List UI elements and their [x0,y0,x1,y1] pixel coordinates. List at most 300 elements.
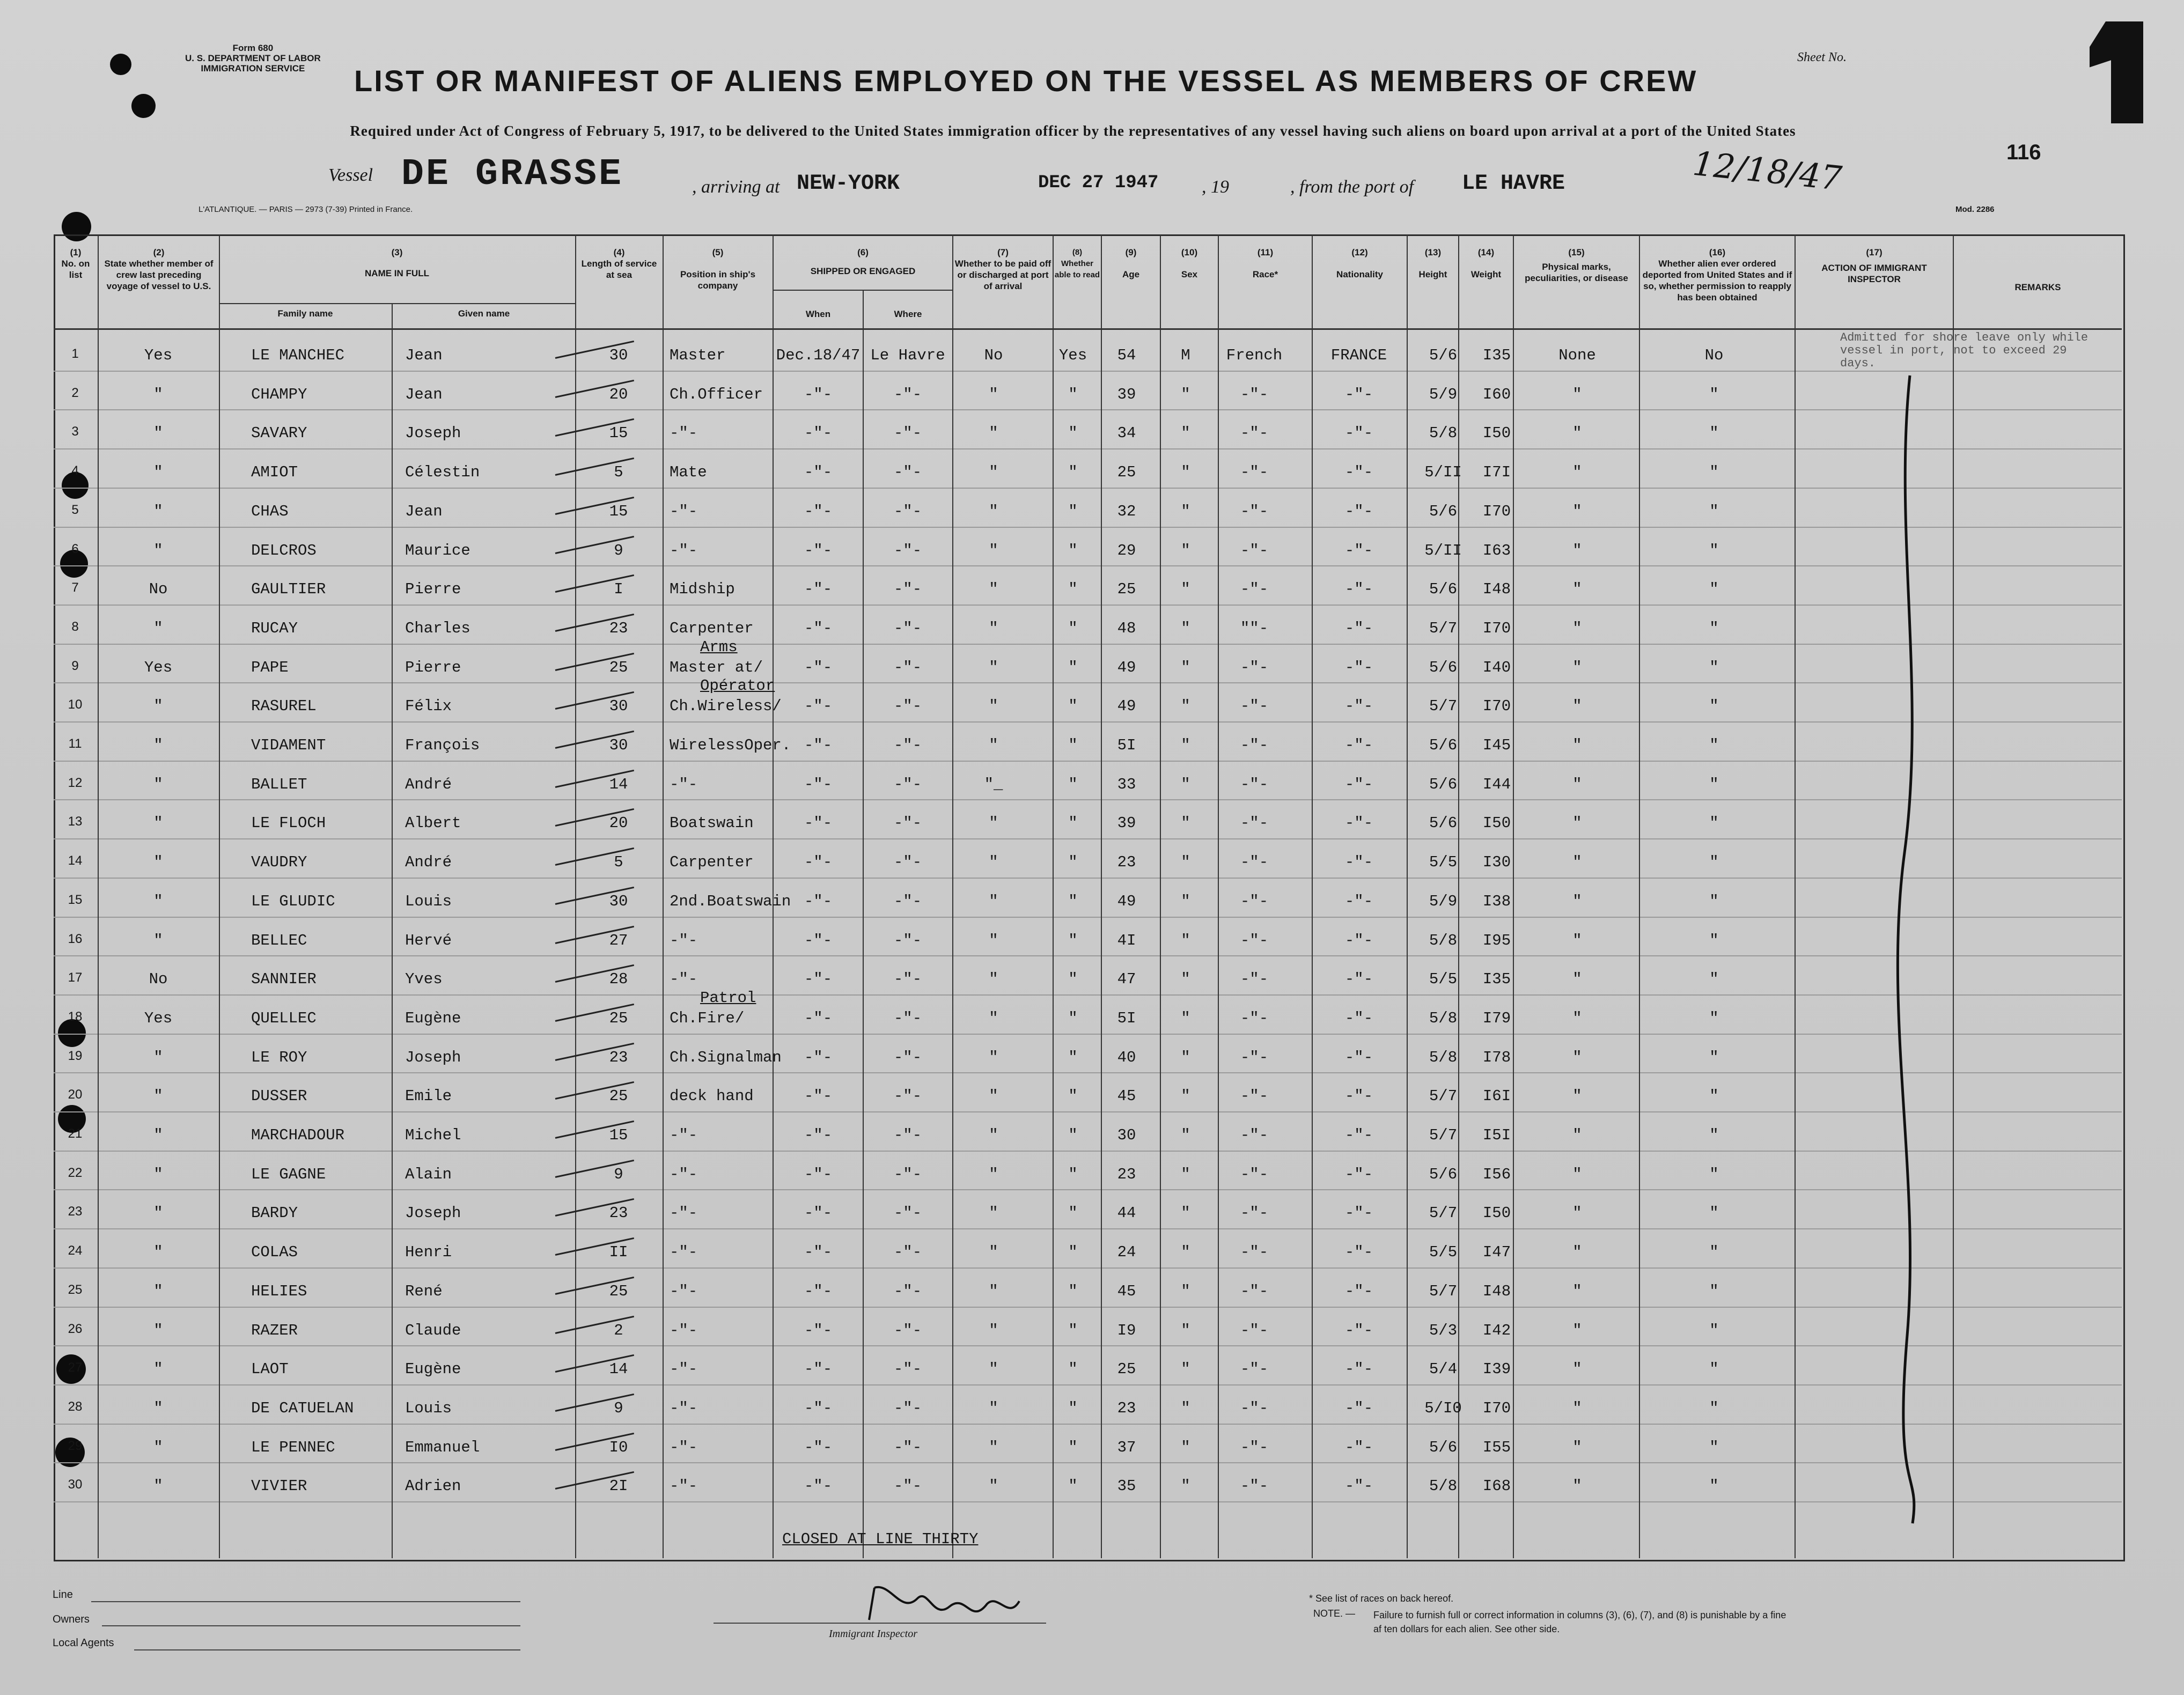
cell-sex: " [1181,463,1190,482]
handwritten-date: 12/18/47 [1690,143,1844,198]
cell-able-to-read: " [1068,697,1078,716]
cell-height: 5/7 [1429,1126,1458,1144]
cell-deported: " [1709,1438,1719,1456]
cell-position: Ch.Signalman [670,1048,782,1066]
cell-weight: I60 [1482,385,1511,403]
cell-deported: " [1709,1360,1719,1379]
arriving-label: , arriving at [692,177,780,197]
col-header-shipped: (6) SHIPPED OR ENGAGED [810,247,916,276]
cell-nationality: -"- [1344,1438,1373,1456]
cell-weight: I45 [1482,736,1511,754]
cell-physical-marks: " [1572,1282,1582,1300]
cell-age: 49 [1117,658,1136,676]
cell-paid-off: " [989,1009,998,1027]
cell-able-to-read: " [1068,385,1078,403]
cell-given-name: Pierre [405,580,461,599]
cell-paid-off: " [989,502,998,520]
cell-paid-off: " [989,619,998,637]
document-title: LIST OR MANIFEST OF ALIENS EMPLOYED ON THE VESSEL AS MEMBERS OF CREW [354,64,1698,98]
cell-shipped-where: -"- [893,1438,922,1456]
cell-position: Mate [670,463,707,482]
cell-weight: I95 [1482,931,1511,949]
cell-deported: " [1709,1282,1719,1300]
cell-physical-marks: " [1572,619,1582,637]
cell-height: 5/5 [1429,853,1458,872]
cell-height: 5/7 [1429,1204,1458,1222]
cell-weight: I68 [1482,1477,1511,1495]
cell-family-name: COLAS [251,1243,298,1262]
cell-height: 5/6 [1429,1165,1458,1183]
cell-race: -"- [1240,463,1269,482]
cell-shipped-where: -"- [893,1399,922,1417]
cell-shipped-when: -"- [804,1009,833,1027]
cell-given-name: Joseph [405,424,461,443]
cell-position: -"- [670,1399,698,1417]
cell-age: 35 [1117,1477,1136,1495]
cell-physical-marks: " [1572,853,1582,872]
cell-previous-voyage: " [153,619,163,637]
cell-paid-off: " [989,1477,998,1495]
cell-deported: " [1709,892,1719,910]
inspector-signature [858,1577,1030,1636]
cell-able-to-read: " [1068,502,1078,520]
cell-given-name: Emmanuel [405,1438,480,1456]
cell-height: 5/8 [1429,1477,1458,1495]
cell-row-number: 4 [71,463,79,478]
footer-owners-label: Owners [53,1613,90,1625]
cell-nationality: -"- [1344,1126,1373,1144]
action-bracket-line [1888,370,1931,1529]
signature-rule [714,1623,1046,1624]
cell-age: 25 [1117,580,1136,599]
cell-able-to-read: " [1068,736,1078,754]
row-rule [54,448,2122,449]
cell-shipped-where: -"- [893,658,922,676]
cell-weight: I70 [1482,502,1511,520]
cell-family-name: CHAMPY [251,385,307,403]
cell-family-name: CHAS [251,502,289,520]
cell-position: deck hand [670,1087,754,1106]
cell-height: 5/8 [1429,1048,1458,1066]
cell-race: -"- [1240,658,1269,676]
cell-deported: " [1709,463,1719,482]
footer-rule [91,1601,520,1602]
cell-shipped-where: -"- [893,1048,922,1066]
col-header-where: Where [894,309,922,319]
row-rule [54,1228,2122,1229]
cell-sex: " [1181,385,1190,403]
cell-age: 25 [1117,1360,1136,1379]
cell-length-of-service: 30 [609,347,628,364]
cell-deported: " [1709,424,1719,443]
cell-row-number: 12 [68,775,83,790]
cell-family-name: LE PENNEC [251,1438,335,1456]
cell-paid-off: " [989,541,998,559]
cell-row-number: 3 [71,424,79,439]
cell-sex: " [1181,1438,1190,1456]
row-rule [54,761,2122,762]
cell-age: 39 [1117,385,1136,403]
cell-sex: " [1181,1126,1190,1144]
cell-previous-voyage: " [153,1048,163,1066]
cell-shipped-when: -"- [804,541,833,559]
cell-shipped-when: -"- [804,424,833,443]
cell-given-name: René [405,1282,443,1300]
cell-able-to-read: " [1068,1360,1078,1379]
cell-height: 5/6 [1429,775,1458,793]
cell-weight: I38 [1482,892,1511,910]
cell-shipped-when: -"- [804,1243,833,1262]
cell-age: 24 [1117,1243,1136,1262]
cell-paid-off: " [989,1204,998,1222]
cell-physical-marks: " [1572,463,1582,482]
cell-nationality: -"- [1344,541,1373,559]
cell-race: -"- [1240,1087,1269,1106]
cell-age: 29 [1117,541,1136,559]
cell-shipped-when: -"- [804,697,833,716]
col-header-action: (17) ACTION OF IMMIGRANT INSPECTOR [1821,247,1927,284]
cell-given-name: François [405,736,480,754]
cell-family-name: DELCROS [251,541,317,559]
cell-weight: I44 [1482,775,1511,793]
cell-age: 47 [1117,970,1136,989]
form-number-block [185,43,321,73]
cell-paid-off: " [989,463,998,482]
cell-position: Master [670,347,726,364]
cell-age: 5I [1117,1009,1136,1027]
cell-position: WirelessOper. [670,736,791,754]
cell-age: 49 [1117,892,1136,910]
cell-race: -"- [1240,1243,1269,1262]
cell-deported: " [1709,541,1719,559]
col-header-position: (5) Position in ship's company [680,247,756,291]
cell-position: -"- [670,1243,698,1262]
cell-age: 32 [1117,502,1136,520]
cell-height: 5/6 [1429,658,1458,676]
cell-able-to-read: " [1068,1477,1078,1495]
cell-position: 2nd.Boatswain [670,892,791,910]
cell-age: 37 [1117,1438,1136,1456]
cell-given-name: Jean [405,347,443,364]
cell-physical-marks: " [1572,775,1582,793]
cell-nationality: -"- [1344,892,1373,910]
cell-shipped-when: -"- [804,775,833,793]
cell-deported: " [1709,1321,1719,1339]
header-bottom-rule [54,328,2122,330]
cell-sex: " [1181,736,1190,754]
cell-nationality: -"- [1344,1282,1373,1300]
cell-nationality: -"- [1344,931,1373,949]
cell-length-of-service: 30 [609,892,628,910]
cell-able-to-read: " [1068,775,1078,793]
punch-hole [131,94,156,118]
note-label: NOTE. — [1313,1608,1356,1619]
cell-race: -"- [1240,1009,1269,1027]
cell-deported: " [1709,853,1719,872]
cell-sex: " [1181,1165,1190,1183]
cell-position: -"- [670,1126,698,1144]
cell-able-to-read: " [1068,814,1078,832]
cell-deported: " [1709,736,1719,754]
cell-nationality: -"- [1344,970,1373,989]
cell-able-to-read: " [1068,1399,1078,1417]
cell-shipped-where: -"- [893,385,922,403]
cell-deported: " [1709,1048,1719,1066]
cell-physical-marks: " [1572,1321,1582,1339]
cell-length-of-service: 20 [609,385,628,403]
row-rule [54,1034,2122,1035]
cell-sex: " [1181,1204,1190,1222]
cell-weight: I79 [1482,1009,1511,1027]
row-rule [54,409,2122,410]
cell-sex: " [1181,541,1190,559]
cell-length-of-service: 25 [609,1087,628,1106]
cell-length-of-service: 25 [609,658,628,676]
column-rule [1458,234,1459,1558]
cell-given-name: Yves [405,970,443,989]
cell-height: 5/8 [1429,424,1458,443]
cell-weight: I47 [1482,1243,1511,1262]
cell-physical-marks: " [1572,1438,1582,1456]
cell-shipped-where: Le Havre [870,347,945,364]
cell-given-name: Louis [405,1399,452,1417]
cell-shipped-when: -"- [804,1438,833,1456]
cell-able-to-read: " [1068,1438,1078,1456]
cell-nationality: -"- [1344,1399,1373,1417]
row-rule [54,799,2122,800]
cell-nationality: -"- [1344,658,1373,676]
column-rule [1407,234,1408,1558]
row-rule [54,527,2122,528]
column-rule [1953,234,1954,1558]
cell-deported: " [1709,658,1719,676]
row-rule [54,1462,2122,1463]
cell-shipped-where: -"- [893,1477,922,1495]
cell-height: 5/4 [1429,1360,1458,1379]
cell-family-name: AMIOT [251,463,298,482]
cell-able-to-read: " [1068,1282,1078,1300]
cell-row-number: 25 [68,1282,83,1297]
cell-shipped-when: -"- [804,1477,833,1495]
cell-family-name: LE GLUDIC [251,892,335,910]
row-rule [54,1384,2122,1386]
cell-family-name: PAPE [251,658,289,676]
year-label: , 19 [1202,177,1229,197]
cell-weight: I7I [1482,463,1511,482]
arrival-date-stamp: DEC 27 1947 [1038,173,1159,193]
col-header-physical-marks: (15) Physical marks, peculiarities, or disease [1525,247,1628,283]
cell-height: 5/6 [1429,814,1458,832]
cell-shipped-where: -"- [893,1204,922,1222]
cell-previous-voyage: Yes [144,347,173,364]
column-rule [1639,234,1640,1558]
cell-given-name: Jean [405,502,443,520]
cell-able-to-read: " [1068,1087,1078,1106]
cell-previous-voyage: No [149,580,168,599]
cell-deported: " [1709,1399,1719,1417]
cell-given-name: Hervé [405,931,452,949]
cell-age: 23 [1117,853,1136,872]
cell-race: -"- [1240,814,1269,832]
cell-family-name: LE ROY [251,1048,307,1066]
cell-weight: I35 [1482,970,1511,989]
cell-nationality: -"- [1344,580,1373,599]
cell-able-to-read: " [1068,1243,1078,1262]
cell-length-of-service: 23 [609,1048,628,1066]
cell-nationality: -"- [1344,775,1373,793]
footer-agents-label: Local Agents [53,1637,114,1649]
col-header-remarks: REMARKS [2014,282,2061,292]
cell-position: Ch.Fire/ [670,1009,745,1027]
cell-position: -"- [670,1204,698,1222]
cell-row-number: 20 [68,1087,83,1102]
cell-paid-off: " [989,1321,998,1339]
form-line: IMMIGRATION SERVICE [201,63,305,73]
cell-previous-voyage: Yes [144,658,173,676]
cell-position: Midship [670,580,735,599]
cell-paid-off: " [989,1126,998,1144]
cell-height: 5/7 [1429,1087,1458,1106]
col-header-age: (9) Age [1122,247,1140,279]
cell-physical-marks: " [1572,1477,1582,1495]
cell-deported: " [1709,931,1719,949]
cell-sex: " [1181,619,1190,637]
cell-physical-marks: " [1572,502,1582,520]
cell-row-number: 27 [68,1360,83,1375]
cell-physical-marks: " [1572,1360,1582,1379]
cell-sex: " [1181,1477,1190,1495]
row-rule [54,721,2122,723]
cell-length-of-service: 9 [614,1399,623,1417]
cell-sex: " [1181,775,1190,793]
cell-deported: " [1709,775,1719,793]
col-header-weight: (14) Weight [1470,247,1502,279]
cell-nationality: -"- [1344,385,1373,403]
sheet-number-handwritten [2090,21,2143,123]
cell-nationality: -"- [1344,424,1373,443]
cell-shipped-when: -"- [804,580,833,599]
cell-family-name: VIDAMENT [251,736,326,754]
row-rule [54,1189,2122,1190]
cell-previous-voyage: " [153,1360,163,1379]
cell-height: 5/6 [1429,736,1458,754]
cell-deported: " [1709,1087,1719,1106]
cell-row-number: 18 [68,1009,83,1024]
cell-given-name: Albert [405,814,461,832]
arriving-port: NEW-YORK [797,172,900,196]
cell-able-to-read: " [1068,892,1078,910]
cell-weight: I78 [1482,1048,1511,1066]
cell-length-of-service: 15 [609,424,628,443]
cell-given-name: Félix [405,697,452,716]
cell-deported: " [1709,1126,1719,1144]
cell-row-number: 8 [71,619,79,634]
cell-previous-voyage: Yes [144,1009,173,1027]
cell-physical-marks: " [1572,424,1582,443]
cell-shipped-when: -"- [804,658,833,676]
cell-row-number: 6 [71,541,79,556]
cell-shipped-where: -"- [893,775,922,793]
cell-previous-voyage: " [153,424,163,443]
cell-shipped-where: -"- [893,697,922,716]
cell-height: 5/6 [1429,1438,1458,1456]
cell-given-name: Maurice [405,541,470,559]
cell-deported: " [1709,619,1719,637]
row-rule [54,371,2122,372]
cell-shipped-when: Dec.18/47 [776,347,861,364]
cell-deported: " [1709,697,1719,716]
vessel-label: Vessel [328,165,373,185]
cell-paid-off: " [989,1282,998,1300]
cell-shipped-where: -"- [893,931,922,949]
cell-shipped-where: -"- [893,1126,922,1144]
row-rule [54,1424,2122,1425]
cell-race: -"- [1240,1165,1269,1183]
cell-weight: I63 [1482,541,1511,559]
cell-deported: " [1709,502,1719,520]
cell-paid-off: " [989,1243,998,1262]
cell-given-name: Charles [405,619,470,637]
cell-able-to-read: " [1068,1204,1078,1222]
cell-race: -"- [1240,502,1269,520]
cell-family-name: BALLET [251,775,307,793]
cell-shipped-where: -"- [893,502,922,520]
cell-row-number: 10 [68,697,83,712]
cell-row-number: 17 [68,970,83,985]
cell-nationality: -"- [1344,697,1373,716]
cell-nationality: -"- [1344,502,1373,520]
cell-position: -"- [670,1360,698,1379]
cell-height: 5/I0 [1424,1399,1462,1417]
cell-race: -"- [1240,892,1269,910]
cell-age: 49 [1117,697,1136,716]
cell-sex: " [1181,970,1190,989]
cell-length-of-service: 28 [609,970,628,989]
from-label: , from the port of [1290,177,1414,197]
cell-given-name: Joseph [405,1204,461,1222]
cell-race: -"- [1240,541,1269,559]
cell-paid-off: " [989,892,998,910]
cell-sex: " [1181,814,1190,832]
cell-family-name: GAULTIER [251,580,326,599]
row-rule [54,878,2122,879]
cell-deported: " [1709,970,1719,989]
cell-previous-voyage: No [149,970,168,989]
cell-height: 5/6 [1429,347,1458,364]
cell-family-name: MARCHADOUR [251,1126,345,1144]
cell-nationality: -"- [1344,1009,1373,1027]
cell-weight: I40 [1482,658,1511,676]
cell-previous-voyage: " [153,814,163,832]
cell-height: 5/II [1424,463,1462,482]
cell-race: -"- [1240,931,1269,949]
column-rule [1218,234,1219,1558]
cell-age: 39 [1117,814,1136,832]
cell-physical-marks: " [1572,892,1582,910]
column-rule [219,234,220,1558]
cell-row-number: 28 [68,1399,83,1414]
cell-sex: " [1181,1087,1190,1106]
column-rule [1312,234,1313,1558]
sheet-number-label: Sheet No. [1797,50,1847,64]
cell-given-name: Louis [405,892,452,910]
cell-sex: " [1181,697,1190,716]
cell-family-name: HELIES [251,1282,307,1300]
cell-given-name: Eugène [405,1009,461,1027]
cell-weight: I50 [1482,814,1511,832]
column-rule [1053,234,1054,1558]
cell-physical-marks: None [1558,347,1596,364]
